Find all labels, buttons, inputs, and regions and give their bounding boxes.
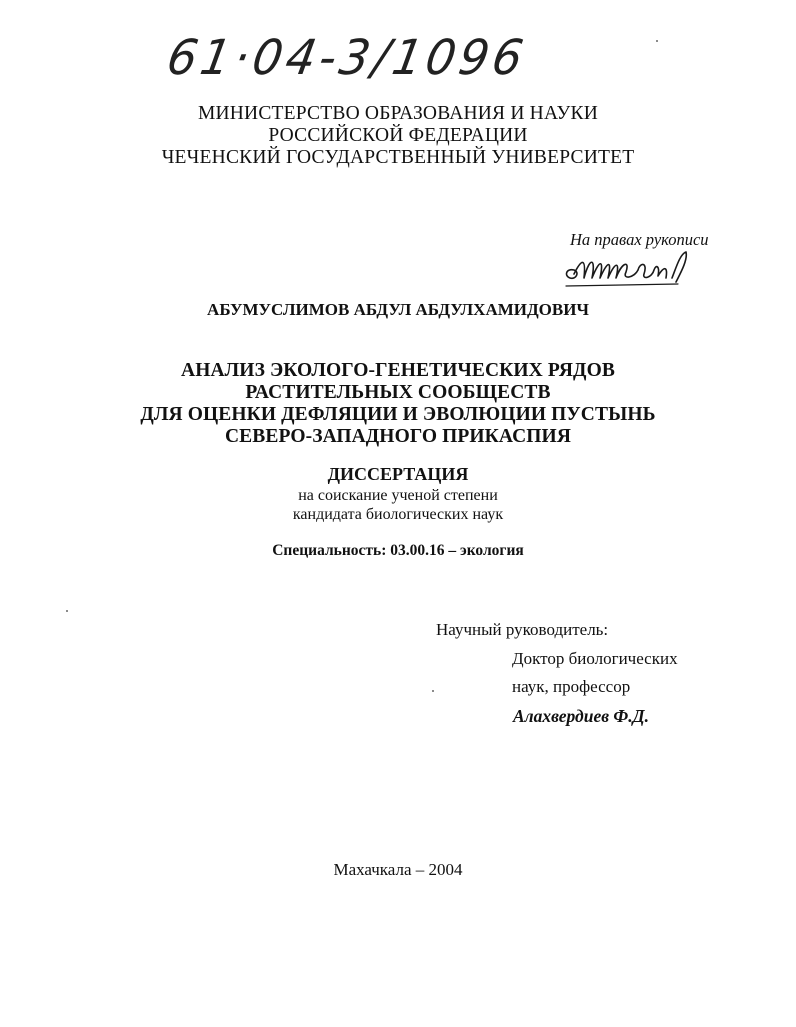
supervisor-label: Научный руководитель:: [436, 620, 609, 639]
title-line: СЕВЕРО-ЗАПАДНОГО ПРИКАСПИЯ: [224, 426, 571, 447]
archive-number: 61·04-3/1096: [163, 28, 532, 86]
title-line: ДЛЯ ОЦЕНКИ ДЕФЛЯЦИИ И ЭВОЛЮЦИИ ПУСТЫНЬ: [140, 404, 656, 425]
title-line: АНАЛИЗ ЭКОЛОГО-ГЕНЕТИЧЕСКИХ РЯДОВ: [181, 360, 615, 381]
dissertation-title: [0, 360, 796, 448]
author-name: АБУМУСЛИМОВ АБДУЛ АБДУЛХАМИДОВИЧ: [207, 300, 589, 319]
header-line-federation: РОССИЙСКОЙ ФЕДЕРАЦИИ: [268, 125, 528, 146]
scan-speck: [432, 690, 434, 692]
degree-line: кандидата биологических наук: [292, 506, 504, 523]
supervisor-name: Алахвердиев Ф.Д.: [513, 706, 650, 726]
title-line: РАСТИТЕЛЬНЫХ СООБЩЕСТВ: [245, 382, 551, 403]
manuscript-rights-note: На правах рукописи: [570, 230, 709, 249]
author-signature: [560, 248, 700, 292]
specialty: Специальность: 03.00.16 – экология: [272, 542, 524, 559]
scan-speck: [66, 610, 68, 612]
supervisor-degree: Доктор биологических: [512, 649, 678, 668]
degree-line: на соискание ученой степени: [298, 487, 498, 504]
institution-header: [0, 103, 796, 169]
city-year: Махачкала – 2004: [333, 860, 463, 879]
supervisor-title: наук, профессор: [512, 677, 631, 696]
document-type: ДИССЕРТАЦИЯ: [327, 464, 469, 484]
degree-statement: [0, 486, 796, 524]
header-line-university: ЧЕЧЕНСКИЙ ГОСУДАРСТВЕННЫЙ УНИВЕРСИТЕТ: [161, 147, 635, 168]
header-line-ministry: МИНИСТЕРСТВО ОБРАЗОВАНИЯ И НАУКИ: [197, 103, 599, 124]
scan-speck: [656, 40, 658, 42]
